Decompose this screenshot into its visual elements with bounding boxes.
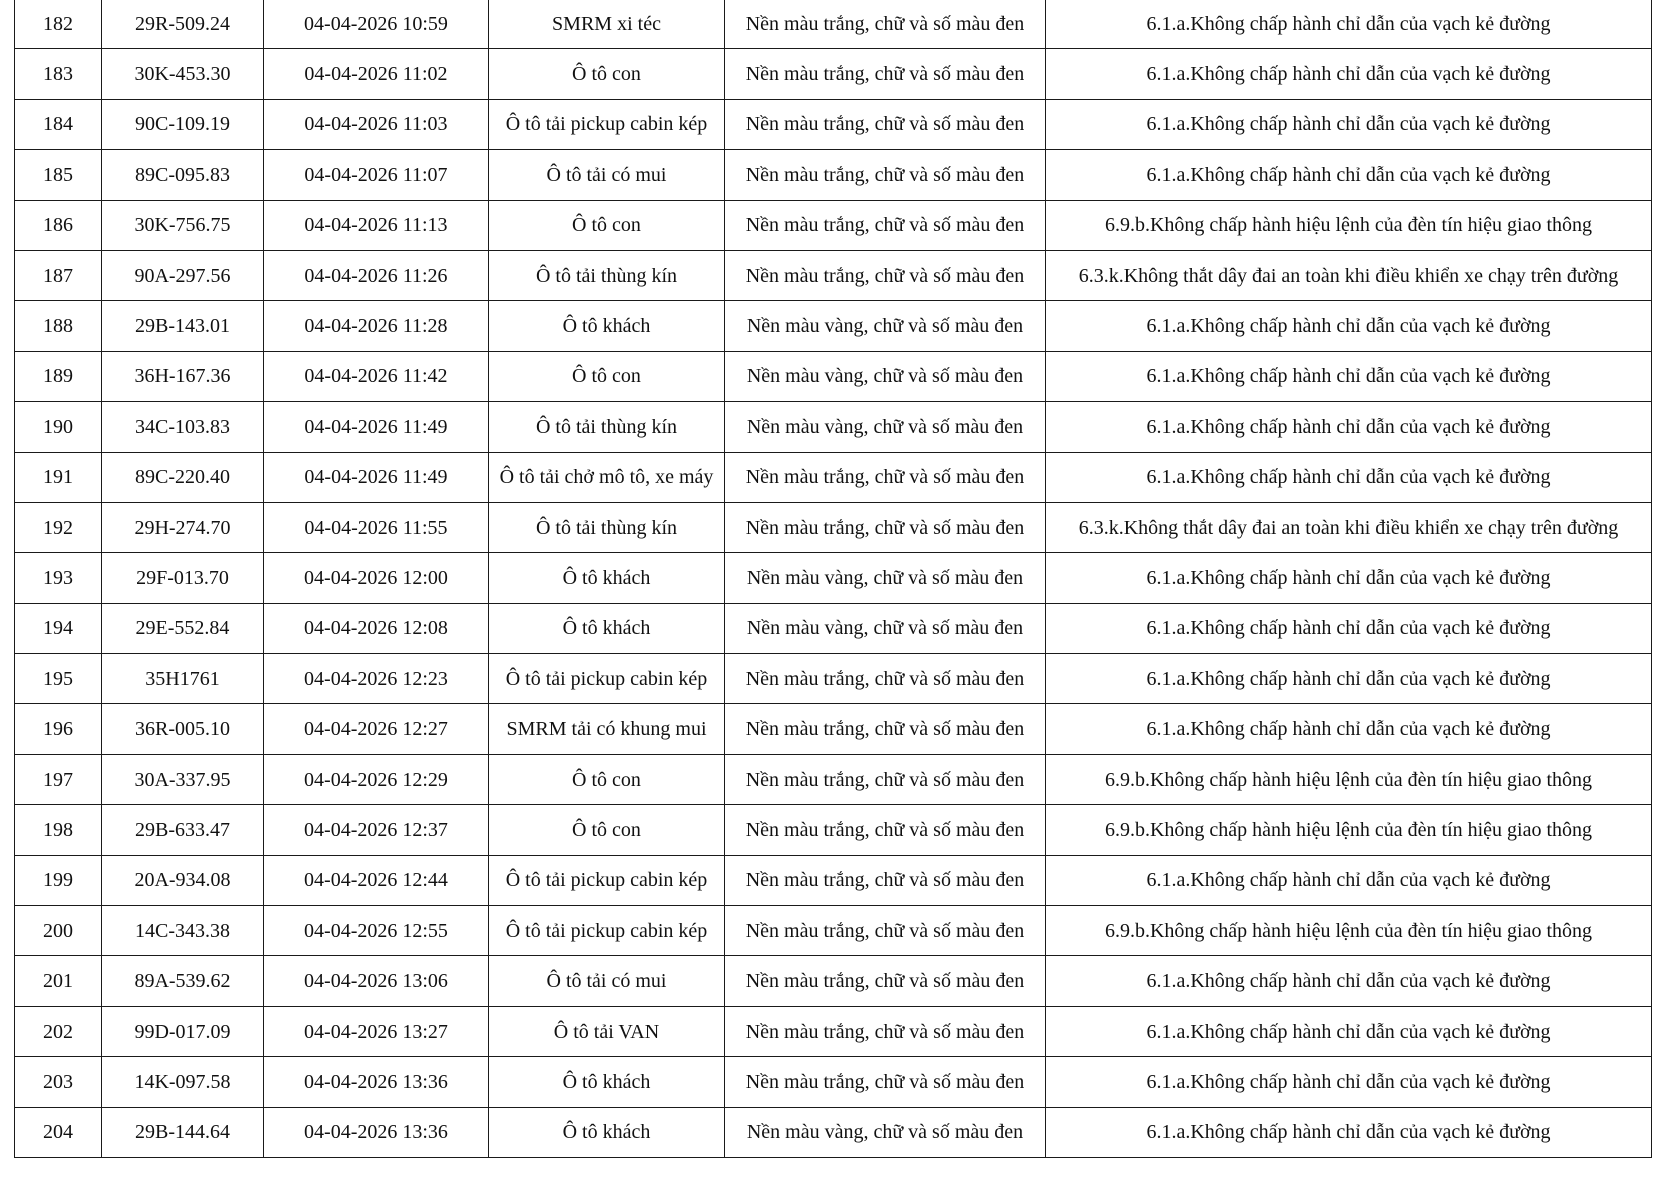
violation-cell: 6.1.a.Không chấp hành chỉ dẫn của vạch kẻ đường [1046,654,1652,704]
stt-cell: 200 [15,906,102,956]
plate-color-cell: Nền màu trắng, chữ và số màu đen [725,1006,1046,1056]
stt-cell: 184 [15,99,102,149]
violation-cell: 6.1.a.Không chấp hành chỉ dẫn của vạch kẻ đường [1046,553,1652,603]
stt-cell: 197 [15,754,102,804]
stt-cell: 201 [15,956,102,1006]
violation-cell: 6.1.a.Không chấp hành chỉ dẫn của vạch kẻ đường [1046,1006,1652,1056]
vehicle-type-cell: SMRM xi téc [489,0,725,49]
stt-cell: 194 [15,603,102,653]
plate-color-cell: Nền màu vàng, chữ và số màu đen [725,351,1046,401]
violation-cell: 6.1.a.Không chấp hành chỉ dẫn của vạch kẻ đường [1046,150,1652,200]
vehicle-type-cell: Ô tô khách [489,603,725,653]
table-row [15,402,1652,452]
table-row [15,805,1652,855]
stt-cell: 202 [15,1006,102,1056]
plate-color-cell: Nền màu trắng, chữ và số màu đen [725,855,1046,905]
stt-cell: 195 [15,654,102,704]
datetime-cell: 04-04-2026 11:26 [264,250,489,300]
datetime-cell: 04-04-2026 12:27 [264,704,489,754]
plate-cell: 89C-095.83 [102,150,264,200]
datetime-cell: 04-04-2026 11:28 [264,301,489,351]
datetime-cell: 04-04-2026 11:49 [264,402,489,452]
plate-color-cell: Nền màu trắng, chữ và số màu đen [725,906,1046,956]
plate-cell: 34C-103.83 [102,402,264,452]
violation-cell: 6.9.b.Không chấp hành hiệu lệnh của đèn tín hiệu giao thông [1046,200,1652,250]
violations-table [14,0,1652,1158]
vehicle-type-cell: Ô tô tải có mui [489,150,725,200]
vehicle-type-cell: Ô tô tải pickup cabin kép [489,855,725,905]
plate-cell: 89A-539.62 [102,956,264,1006]
table-row [15,351,1652,401]
datetime-cell: 04-04-2026 12:44 [264,855,489,905]
plate-cell: 30A-337.95 [102,754,264,804]
datetime-cell: 04-04-2026 13:06 [264,956,489,1006]
stt-cell: 189 [15,351,102,401]
stt-cell: 186 [15,200,102,250]
vehicle-type-cell: Ô tô tải thùng kín [489,402,725,452]
vehicle-type-cell: Ô tô tải pickup cabin kép [489,906,725,956]
table-row [15,250,1652,300]
plate-color-cell: Nền màu trắng, chữ và số màu đen [725,805,1046,855]
vehicle-type-cell: Ô tô con [489,49,725,99]
violation-cell: 6.1.a.Không chấp hành chỉ dẫn của vạch kẻ đường [1046,99,1652,149]
plate-color-cell: Nền màu vàng, chữ và số màu đen [725,402,1046,452]
plate-color-cell: Nền màu vàng, chữ và số màu đen [725,553,1046,603]
plate-color-cell: Nền màu trắng, chữ và số màu đen [725,654,1046,704]
vehicle-type-cell: Ô tô khách [489,1057,725,1107]
table-row [15,1057,1652,1107]
table-row [15,704,1652,754]
violation-cell: 6.1.a.Không chấp hành chỉ dẫn của vạch kẻ đường [1046,1107,1652,1157]
plate-color-cell: Nền màu vàng, chữ và số màu đen [725,1107,1046,1157]
stt-cell: 192 [15,502,102,552]
violations-table-container [14,0,1651,1158]
vehicle-type-cell: Ô tô tải chở mô tô, xe máy [489,452,725,502]
plate-color-cell: Nền màu trắng, chữ và số màu đen [725,200,1046,250]
violations-table-body [15,0,1652,1157]
table-row [15,1006,1652,1056]
plate-color-cell: Nền màu trắng, chữ và số màu đen [725,1057,1046,1107]
stt-cell: 193 [15,553,102,603]
table-row [15,654,1652,704]
plate-cell: 30K-756.75 [102,200,264,250]
plate-color-cell: Nền màu trắng, chữ và số màu đen [725,704,1046,754]
violation-cell: 6.3.k.Không thắt dây đai an toàn khi điều khiển xe chạy trên đường [1046,502,1652,552]
plate-cell: 20A-934.08 [102,855,264,905]
violation-cell: 6.9.b.Không chấp hành hiệu lệnh của đèn tín hiệu giao thông [1046,906,1652,956]
vehicle-type-cell: Ô tô con [489,200,725,250]
table-row [15,855,1652,905]
table-row [15,956,1652,1006]
table-row [15,452,1652,502]
plate-color-cell: Nền màu trắng, chữ và số màu đen [725,99,1046,149]
vehicle-type-cell: Ô tô tải VAN [489,1006,725,1056]
datetime-cell: 04-04-2026 12:23 [264,654,489,704]
stt-cell: 190 [15,402,102,452]
stt-cell: 185 [15,150,102,200]
plate-cell: 29R-509.24 [102,0,264,49]
table-row [15,603,1652,653]
violation-cell: 6.1.a.Không chấp hành chỉ dẫn của vạch kẻ đường [1046,956,1652,1006]
violation-cell: 6.1.a.Không chấp hành chỉ dẫn của vạch kẻ đường [1046,855,1652,905]
stt-cell: 204 [15,1107,102,1157]
datetime-cell: 04-04-2026 11:55 [264,502,489,552]
vehicle-type-cell: Ô tô tải pickup cabin kép [489,99,725,149]
plate-color-cell: Nền màu trắng, chữ và số màu đen [725,502,1046,552]
plate-cell: 90C-109.19 [102,99,264,149]
plate-cell: 30K-453.30 [102,49,264,99]
table-row [15,0,1652,49]
table-row [15,200,1652,250]
stt-cell: 199 [15,855,102,905]
plate-cell: 14C-343.38 [102,906,264,956]
datetime-cell: 04-04-2026 11:03 [264,99,489,149]
vehicle-type-cell: Ô tô khách [489,301,725,351]
plate-color-cell: Nền màu trắng, chữ và số màu đen [725,754,1046,804]
plate-cell: 36H-167.36 [102,351,264,401]
table-row [15,754,1652,804]
plate-color-cell: Nền màu trắng, chữ và số màu đen [725,49,1046,99]
stt-cell: 196 [15,704,102,754]
plate-cell: 90A-297.56 [102,250,264,300]
plate-color-cell: Nền màu vàng, chữ và số màu đen [725,301,1046,351]
datetime-cell: 04-04-2026 11:07 [264,150,489,200]
plate-color-cell: Nền màu trắng, chữ và số màu đen [725,0,1046,49]
violation-cell: 6.3.k.Không thắt dây đai an toàn khi điều khiển xe chạy trên đường [1046,250,1652,300]
plate-cell: 29B-144.64 [102,1107,264,1157]
datetime-cell: 04-04-2026 12:08 [264,603,489,653]
table-row [15,150,1652,200]
datetime-cell: 04-04-2026 11:13 [264,200,489,250]
datetime-cell: 04-04-2026 13:36 [264,1107,489,1157]
plate-cell: 36R-005.10 [102,704,264,754]
violation-cell: 6.1.a.Không chấp hành chỉ dẫn của vạch kẻ đường [1046,301,1652,351]
plate-cell: 29H-274.70 [102,502,264,552]
plate-color-cell: Nền màu trắng, chữ và số màu đen [725,150,1046,200]
plate-color-cell: Nền màu vàng, chữ và số màu đen [725,603,1046,653]
plate-cell: 29E-552.84 [102,603,264,653]
stt-cell: 183 [15,49,102,99]
plate-color-cell: Nền màu trắng, chữ và số màu đen [725,452,1046,502]
violation-cell: 6.1.a.Không chấp hành chỉ dẫn của vạch kẻ đường [1046,704,1652,754]
datetime-cell: 04-04-2026 11:42 [264,351,489,401]
datetime-cell: 04-04-2026 11:49 [264,452,489,502]
plate-cell: 35H1761 [102,654,264,704]
plate-cell: 14K-097.58 [102,1057,264,1107]
vehicle-type-cell: Ô tô tải thùng kín [489,250,725,300]
stt-cell: 187 [15,250,102,300]
stt-cell: 191 [15,452,102,502]
plate-cell: 89C-220.40 [102,452,264,502]
vehicle-type-cell: SMRM tải có khung mui [489,704,725,754]
datetime-cell: 04-04-2026 10:59 [264,0,489,49]
plate-cell: 99D-017.09 [102,1006,264,1056]
vehicle-type-cell: Ô tô con [489,351,725,401]
vehicle-type-cell: Ô tô tải có mui [489,956,725,1006]
violation-cell: 6.9.b.Không chấp hành hiệu lệnh của đèn tín hiệu giao thông [1046,754,1652,804]
datetime-cell: 04-04-2026 12:37 [264,805,489,855]
plate-color-cell: Nền màu trắng, chữ và số màu đen [725,956,1046,1006]
violation-cell: 6.9.b.Không chấp hành hiệu lệnh của đèn tín hiệu giao thông [1046,805,1652,855]
violation-cell: 6.1.a.Không chấp hành chỉ dẫn của vạch kẻ đường [1046,351,1652,401]
datetime-cell: 04-04-2026 11:02 [264,49,489,99]
violation-cell: 6.1.a.Không chấp hành chỉ dẫn của vạch kẻ đường [1046,0,1652,49]
datetime-cell: 04-04-2026 13:27 [264,1006,489,1056]
plate-cell: 29F-013.70 [102,553,264,603]
datetime-cell: 04-04-2026 12:00 [264,553,489,603]
table-row [15,99,1652,149]
vehicle-type-cell: Ô tô khách [489,1107,725,1157]
stt-cell: 188 [15,301,102,351]
datetime-cell: 04-04-2026 13:36 [264,1057,489,1107]
stt-cell: 182 [15,0,102,49]
vehicle-type-cell: Ô tô khách [489,553,725,603]
vehicle-type-cell: Ô tô con [489,805,725,855]
plate-cell: 29B-633.47 [102,805,264,855]
violation-cell: 6.1.a.Không chấp hành chỉ dẫn của vạch kẻ đường [1046,452,1652,502]
plate-color-cell: Nền màu trắng, chữ và số màu đen [725,250,1046,300]
table-row [15,502,1652,552]
vehicle-type-cell: Ô tô con [489,754,725,804]
vehicle-type-cell: Ô tô tải thùng kín [489,502,725,552]
table-row [15,553,1652,603]
stt-cell: 198 [15,805,102,855]
violation-cell: 6.1.a.Không chấp hành chỉ dẫn của vạch kẻ đường [1046,49,1652,99]
table-row [15,906,1652,956]
violation-cell: 6.1.a.Không chấp hành chỉ dẫn của vạch kẻ đường [1046,603,1652,653]
table-row [15,301,1652,351]
violation-cell: 6.1.a.Không chấp hành chỉ dẫn của vạch kẻ đường [1046,1057,1652,1107]
stt-cell: 203 [15,1057,102,1107]
vehicle-type-cell: Ô tô tải pickup cabin kép [489,654,725,704]
plate-cell: 29B-143.01 [102,301,264,351]
datetime-cell: 04-04-2026 12:29 [264,754,489,804]
table-row [15,1107,1652,1157]
table-row [15,49,1652,99]
datetime-cell: 04-04-2026 12:55 [264,906,489,956]
violation-cell: 6.1.a.Không chấp hành chỉ dẫn của vạch kẻ đường [1046,402,1652,452]
